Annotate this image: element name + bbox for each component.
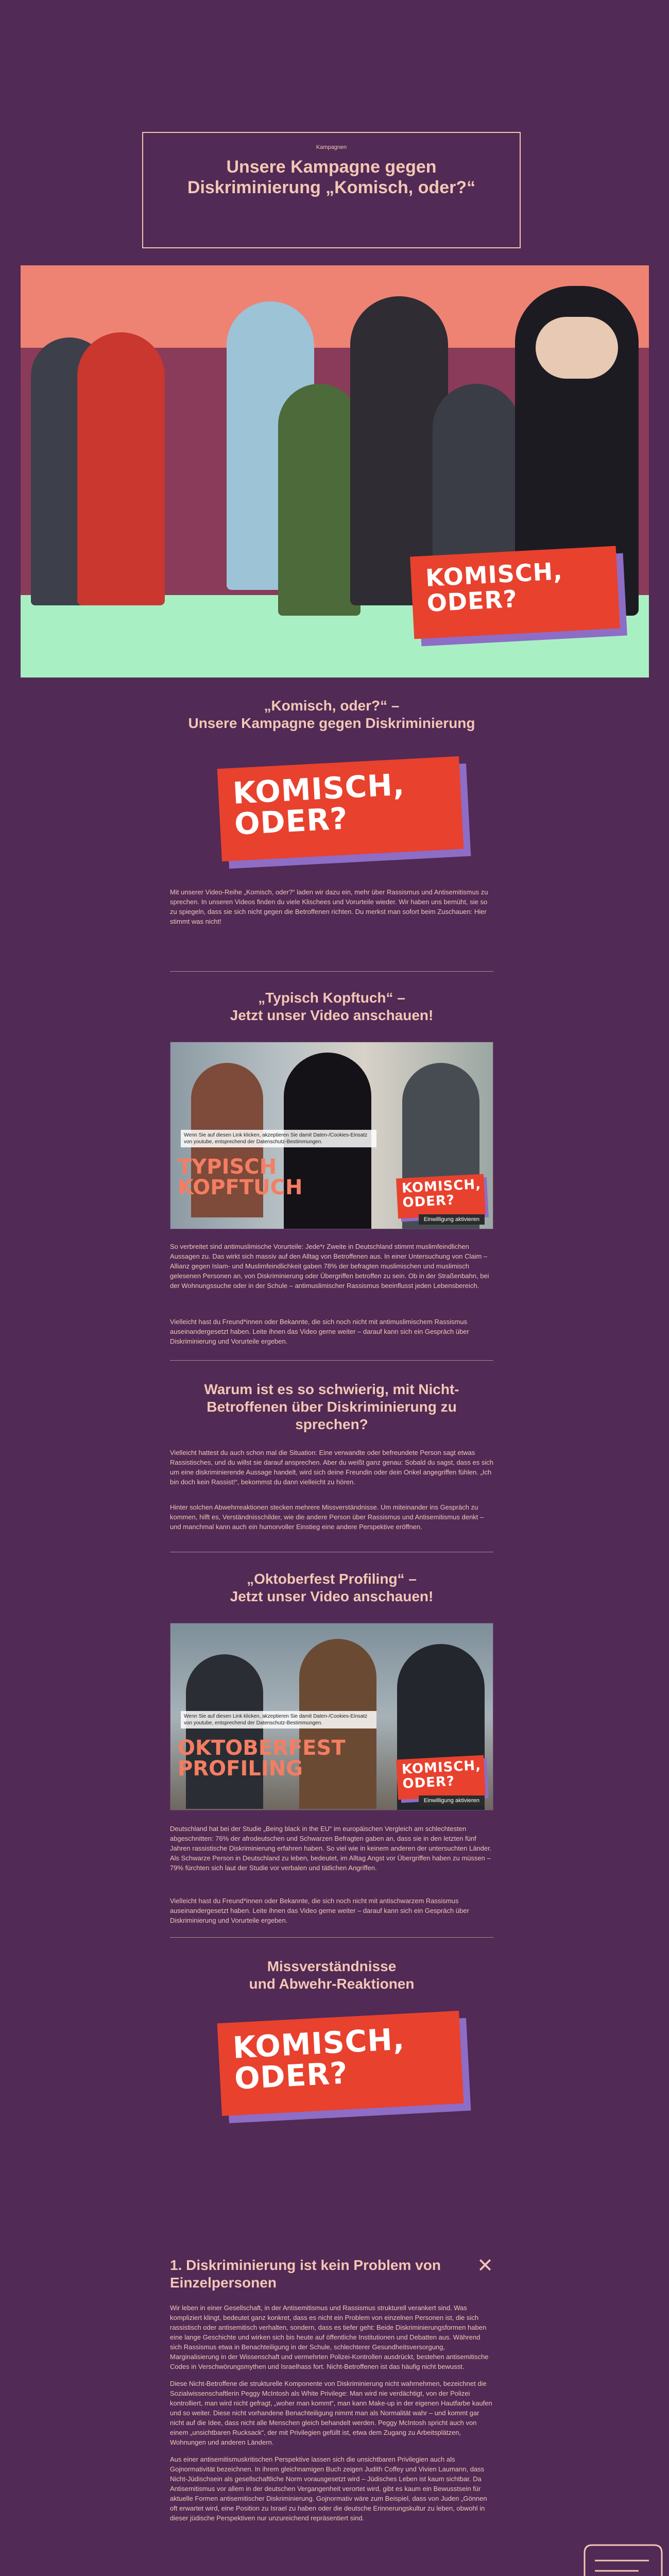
- youtube-consent-notice: Wenn Sie auf diesen Link klicken, akzeptieren Sie damit Daten-/Cookies-Einsatz von youtube, entsprechend der Datenschutz-Bestimmungen.: [181, 1130, 376, 1147]
- video-campaign-logo: KOMISCH, ODER?: [397, 1757, 485, 1798]
- youtube-consent-notice: Wenn Sie auf diesen Link klicken, akzeptieren Sie damit Daten-/Cookies-Einsatz von youtube, entsprechend der Datenschutz-Bestimmungen.: [181, 1711, 376, 1728]
- intro-text: Mit unserer Video-Reihe „Komisch, oder?“ laden wir dazu ein, mehr über Rassismus und Antisemitismus zu sprechen. In unseren Videos finden du viele Klischees und Vorurteile wieder. Wir haben uns bemüht, sie so zu spiegeln, dass sie sich nicht gegen die Betroffenen richten. Du merkst man sofort beim Zuschauen: Hier stimmt was nicht!: [170, 888, 488, 925]
- consent-activate-button[interactable]: Einwilligung aktivieren: [419, 1214, 485, 1225]
- accordion-item-1: [170, 2254, 493, 2576]
- divider: [170, 1360, 493, 1361]
- divider: [170, 971, 493, 972]
- consent-activate-button[interactable]: Einwilligung aktivieren: [419, 1795, 485, 1806]
- video-title-overlay: OKTOBERFEST PROFILING: [178, 1736, 346, 1781]
- missverstaendnisse-heading: Missverständnisse und Abwehr-Reaktionen: [249, 1958, 415, 1992]
- hero-image: [21, 265, 649, 677]
- why-paragraph-1: Vielleicht hattest du auch schon mal die Situation: Eine verwandte oder befreundete Person sagt etwas Rassistisches, und du willst sie darauf ansprechen. Aber du weißt ganz genau: Sobald du sagst, dass es sich um eine diskriminierende Aussage handelt, wird sich deine Freundin oder dein Onkel angegriffen fühlen. „Ich bin doch kein Rassist!“, bekommst du dann vielleicht zu hören.: [170, 1449, 493, 1486]
- chat-bubble-icon[interactable]: [546, 2540, 664, 2576]
- video2-heading: „Oktoberfest Profiling“ – Jetzt unser Video anschauen!: [230, 1571, 434, 1604]
- video2-paragraph-2: Vielleicht hast du Freund*innen oder Bekannte, die sich noch nicht mit antischwarzem Rassismus auseinandergesetzt haben. Leite ihnen das Video gerne weiter – darauf kann sich ein Gespräch über Diskriminierung und Vorurteile ergeben.: [170, 1897, 469, 1924]
- divider: [170, 1937, 493, 1938]
- why-heading: Warum ist es so schwierig, mit Nicht-Betroffenen über Diskriminierung zu sprechen?: [204, 1381, 459, 1432]
- campaign-logo-intro: KOMISCH, ODER?: [219, 762, 461, 855]
- video1-paragraph-2: Vielleicht hast du Freund*innen oder Bekannte, die sich noch nicht mit antimuslimischem Rassismus auseinandergesetzt haben. Leite ihnen das Video gerne weiter – darauf kann sich ein Gespräch über Diskriminierung und Vorurteile ergeben.: [170, 1318, 469, 1345]
- campaign-logo-missverstaendnisse: KOMISCH, ODER?: [219, 2017, 461, 2110]
- video1-heading: „Typisch Kopftuch“ – Jetzt unser Video anschauen!: [230, 990, 434, 1023]
- page-title: Unsere Kampagne gegen Diskriminierung „Komisch, oder?“: [187, 157, 476, 197]
- accordion-header-1[interactable]: 1. Diskriminierung ist kein Problem von Einzelpersonen ✕: [170, 2254, 493, 2291]
- accordion-body-1: Wir leben in einer Gesellschaft, in der Antisemitismus und Rassismus strukturell verankert sind. Was kompliziert klingt, bedeutet ganz konkret, dass es nicht ein Problem von einzelnen Personen ist, die sich rassistisch oder antisemitisch verhalten, sondern, dass es tiefer geht: Beide Diskriminierungsformen haben eine lange Geschichte und wirken sich bis heute auf öffentliche Institutionen und Debatten aus. Während sich Rassismus etwa in Benachteiligung in der Schule, schlechterer Gesundheitsversorgung, Marginalisierung in der Wissenschaft und vermehrten Polizei-Kontrollen ausdrückt, bestehen antisemitische Codes in Verschwörungsmythen und Israelhass fort. Nicht-Betroffenen ist das häufig nicht bewusst. Diese Nicht-Betroffene die strukturelle Komponente von Diskriminierung nicht wahrnehmen, bezeichnet die Sozialwissenschaftlerin Peggy McIntosh als White Privilege: Man wird nie verdächtigt, von der Polizei kontrolliert, man wird nicht gefragt, „woher man kommt“, man kann Make-up in der eigenen Hautfarbe kaufen und so weiter. Diese nicht vorhandene Benachteiligung nimmt man als Normalität wahr – und kommt gar nicht auf die Idee, dass nicht alle Menschen gleich behandelt werden. Peggy McIntosh spricht auch von einem „unsichtbaren Rucksack“, der mit Privilegien gefüllt ist, etwa dem Zugang zu Arbeitsplätzen, Wohnungen und anderen Ländern. Aus einer antisemitismuskritischen Perspektive lassen sich die unsichtbaren Privilegien auch als Gojnormativität bezeichnen. In ihrem gleichnamigen Buch zeigen Judith Coffey und Vivien Laumann, dass Nicht-Jüdischsein als gesellschaftliche Norm vorausgesetzt wird – Jüdisches Leben ist kaum sichtbar. Da Antisemitismus vor allem in der deutschen Vergangenheit verortet wird, gibt es kaum ein Bewusstsein für aktuelle Formen antisemitischer Diskriminierung. Gojnormativ wäre zum Beispiel, dass von Juden „Gönnen oft erwartet wird, eine Position zu Israel zu haben oder die deutsche Erinnerungskultur zu leben, obwohl in dieser jüdische Perspektiven nur unzureichend repräsentiert sind.: [170, 2304, 492, 2522]
- video-campaign-logo: KOMISCH, ODER?: [397, 1176, 485, 1216]
- video2-paragraph-1: Deutschland hat bei der Studie „Being black in the EU“ im europäischen Vergleich am schlechtesten abgeschnitten: 76% der afrodeutschen und Schwarzen Befragten gaben an, dass sie in den letzten fünf Jahren rassistische Diskriminierung erfahren haben. So viel wie in keinem anderen der untersuchten Länder. Als Schwarze Person in Deutschland zu leben, bedeutet, im Alltag Angst vor Übergriffen haben zu müssen – 79% fürchten sich laut der Studie vor verbalen und tätlichen Angriffen.: [170, 1825, 492, 1872]
- video-player-oktoberfest-profiling[interactable]: [170, 1623, 493, 1810]
- why-paragraph-2: Hinter solchen Abwehrreaktionen stecken mehrere Missverständnisse. Um miteinander ins Gespräch zu kommen, hilft es, Verständnisschilder, wie die andere Person über Rassismus und Antisemitismus denkt – und manchmal kann auch ein humorvoller Einstieg eine andere Perspektive eröffnen.: [170, 1503, 484, 1531]
- video-title-overlay: TYPISCH KOPFTUCH: [178, 1155, 303, 1199]
- close-icon[interactable]: ✕: [477, 2254, 493, 2277]
- breadcrumb-kampagnen[interactable]: Kampagnen: [316, 144, 347, 150]
- video1-paragraph-1: So verbreitet sind antimuslimische Vorurteile: Jede*r Zweite in Deutschland stimmt muslimfeindlichen Aussagen zu. Das wirkt sich massiv auf den Alltag von Betroffenen aus. In einer Untersuchung von Claim – Allianz gegen Islam- und Muslimfeindlichkeit gaben 78% der befragten muslimischen und muslimisch gelesenen Personen an, von Diskriminierung oder Übergriffen betroffen zu sein. Ob in der Straßenbahn, bei der Wohnungssuche oder in der Schule – antimuslimischer Rassismus beeinflusst jeden Lebensbereich.: [170, 1243, 489, 1290]
- video-player-typisch-kopftuch[interactable]: [170, 1042, 493, 1229]
- intro-heading: „Komisch, oder?“ – Unsere Kampagne gegen Diskriminierung: [188, 698, 475, 731]
- page-header-box: [142, 132, 521, 248]
- hero-campaign-logo: KOMISCH, ODER?: [412, 551, 618, 634]
